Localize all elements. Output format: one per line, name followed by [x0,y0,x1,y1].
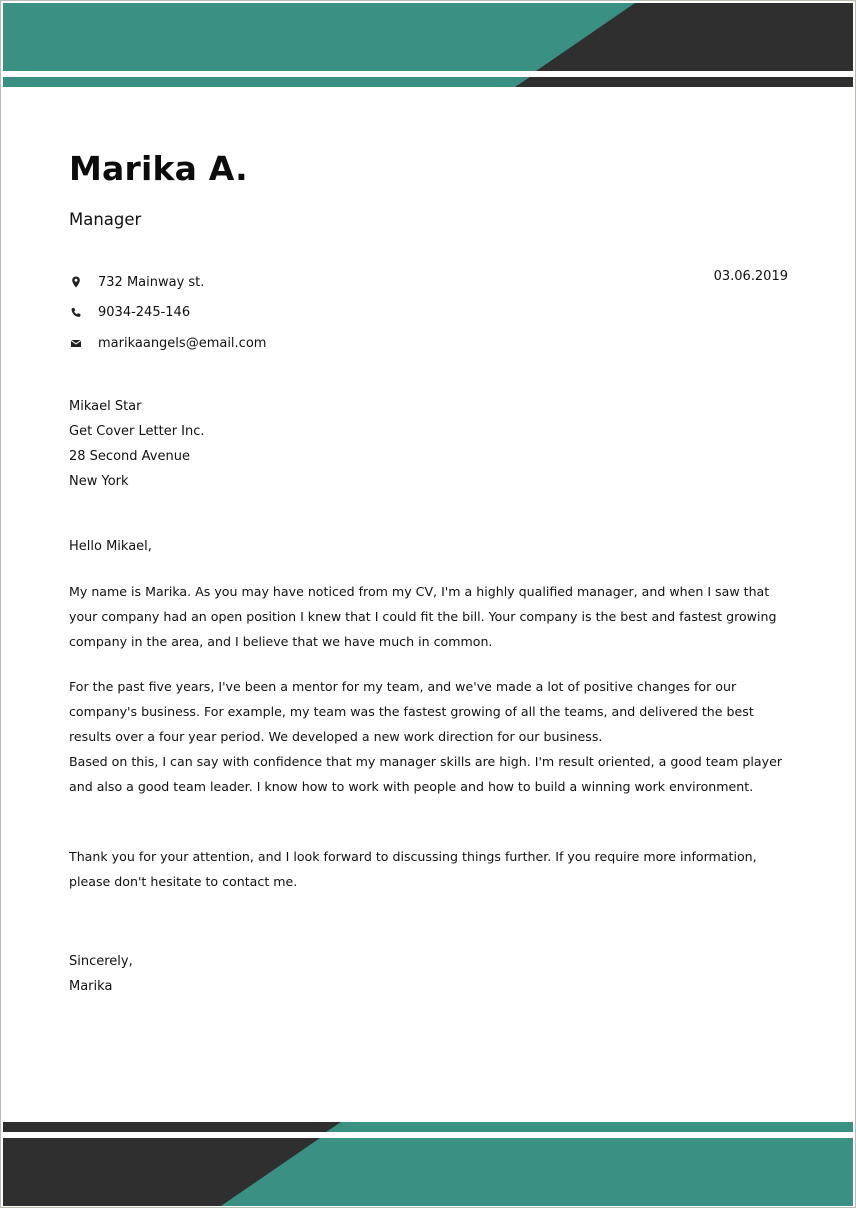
footer-teal-stripe [326,1122,853,1132]
recipient-street: 28 Second Avenue [69,449,190,464]
recipient-company: Get Cover Letter Inc. [69,424,205,439]
recipient-name: Mikael Star [69,399,142,414]
letter-signature: Marika [69,979,113,994]
envelope-icon [69,336,83,350]
recipient-block [69,394,205,494]
contact-email [69,328,266,359]
sender-name: Marika A. [69,149,248,188]
email-text: marikaangels@email.com [98,335,267,351]
phone-icon [69,306,83,320]
contact-address [69,267,266,298]
footer-teal-wedge [221,1138,853,1206]
letter-date: 03.06.2019 [713,269,788,284]
letter-paragraph: My name is Marika. As you may have noticed from my CV, I'm a highly qualified manager, and when I saw that your company had an open position I knew that I could fit the bill. Your company is the best and fastest growing company in the area, and I believe that we have much in common. [69,584,777,649]
header-decoration [3,3,853,87]
address-text: 732 Mainway st. [98,274,205,290]
contact-phone [69,298,266,329]
letter-paragraph: Thank you for your attention, and I look forward to discussing things further. If you require more information, please don't hesitate to contact me. [69,849,757,889]
sender-title: Manager [69,210,142,229]
letter-closing: Sincerely, [69,954,133,969]
footer-decoration [3,1122,853,1206]
recipient-city: New York [69,474,129,489]
letter-greeting: Hello Mikael, [69,539,152,554]
signoff-block [69,949,133,999]
contact-block [69,267,266,359]
letter-paragraph: For the past five years, I've been a mentor for my team, and we've made a lot of positive changes for our company's business. For example, my team was the fastest growing of all the teams, and delivered the best results over a four year period. We developed a new work direction for our business. [69,679,754,744]
letter-paragraph: Based on this, I can say with confidence that my manager skills are high. I'm result oriented, a good team player and also a good team leader. I know how to work with people and how to build a winning work environment. [69,754,783,794]
header-dark-stripe [515,77,853,87]
map-pin-icon [69,275,83,289]
phone-text: 9034-245-146 [98,305,191,321]
